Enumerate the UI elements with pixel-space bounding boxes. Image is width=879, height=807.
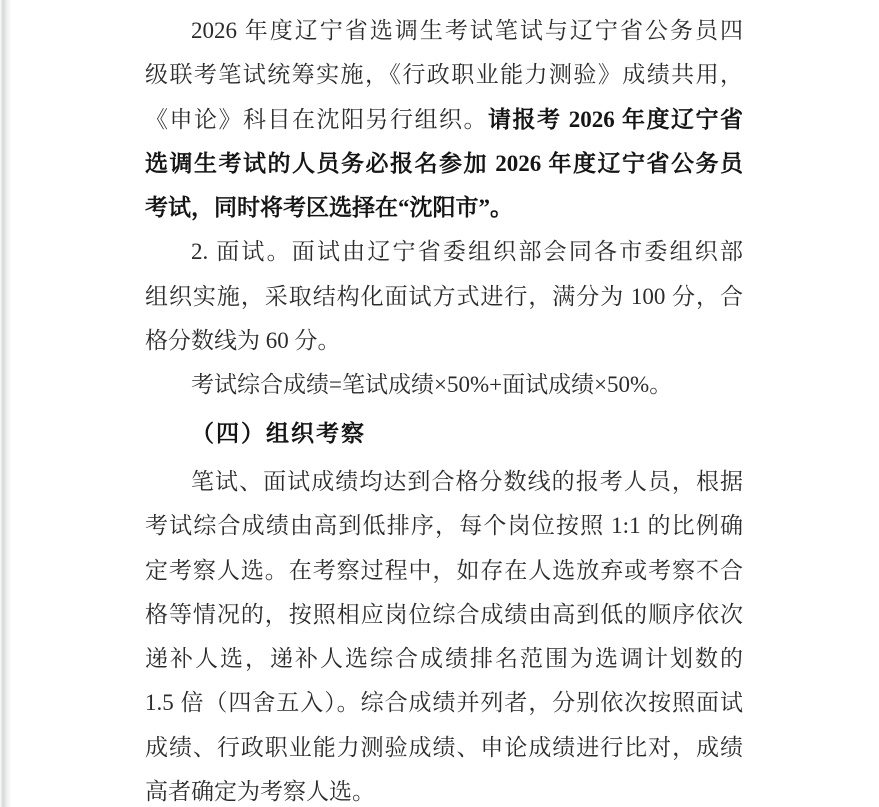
text-run: 笔试、面试成绩均达到合格分数线的报考人员，根据 <box>191 468 743 494</box>
text-run: 《申论》科目在沈阳另行组织。 <box>145 106 488 132</box>
text-line <box>145 98 743 142</box>
text-line <box>145 726 743 770</box>
bold-text-run: 选调生考试的人员务必报名参加 2026 年度辽宁省公务员 <box>145 150 743 176</box>
text-line <box>145 504 743 548</box>
text-run: 级联考笔试统筹实施，《行政职业能力测验》成绩共用， <box>145 62 743 88</box>
section-heading <box>145 412 743 456</box>
text-run: 考试综合成绩=笔试成绩×50%+面试成绩×50%。 <box>191 372 673 398</box>
scan-edge-artifact <box>0 0 12 807</box>
bold-text-run: （四）组织考察 <box>191 420 366 446</box>
text-line <box>145 9 743 53</box>
text-line <box>145 770 743 807</box>
text-run: 1.5 倍（四舍五入）。综合成绩并列者，分别依次按照面试 <box>145 690 743 716</box>
bold-text-run: 请报考 2026 年度辽宁省 <box>488 106 743 132</box>
text-line <box>145 186 743 230</box>
text-line <box>145 549 743 593</box>
text-run: 高者确定为考察人选。 <box>145 779 375 805</box>
text-line <box>145 230 743 274</box>
text-line <box>145 319 743 363</box>
text-run: 考试综合成绩由高到低排序，每个岗位按照 1:1 的比例确 <box>145 513 743 539</box>
text-run: 定考察人选。在考察过程中，如存在人选放弃或考察不合 <box>145 557 743 583</box>
text-run: 2. 面试。面试由辽宁省委组织部会同各市委组织部 <box>191 239 743 265</box>
text-run: 组织实施，采取结构化面试方式进行，满分为 100 分，合 <box>145 283 743 309</box>
text-run: 成绩、行政职业能力测验成绩、申论成绩进行比对，成绩 <box>145 734 743 760</box>
text-run: 2026 年度辽宁省选调生考试笔试与辽宁省公务员四 <box>191 18 743 43</box>
text-line <box>145 681 743 725</box>
text-line <box>145 460 743 504</box>
text-line <box>145 275 743 319</box>
text-line <box>145 637 743 681</box>
text-line <box>145 363 743 407</box>
document-body <box>145 9 743 807</box>
text-line <box>145 53 743 97</box>
text-run: 递补人选，递补人选综合成绩排名范围为选调计划数的 <box>145 646 743 672</box>
bold-text-run: 考试，同时将考区选择在“沈阳市”。 <box>145 195 513 221</box>
text-line <box>145 593 743 637</box>
text-run: 格分数线为 60 分。 <box>145 328 341 354</box>
text-line <box>145 142 743 186</box>
text-run: 格等情况的，按照相应岗位综合成绩由高到低的顺序依次 <box>145 601 743 627</box>
